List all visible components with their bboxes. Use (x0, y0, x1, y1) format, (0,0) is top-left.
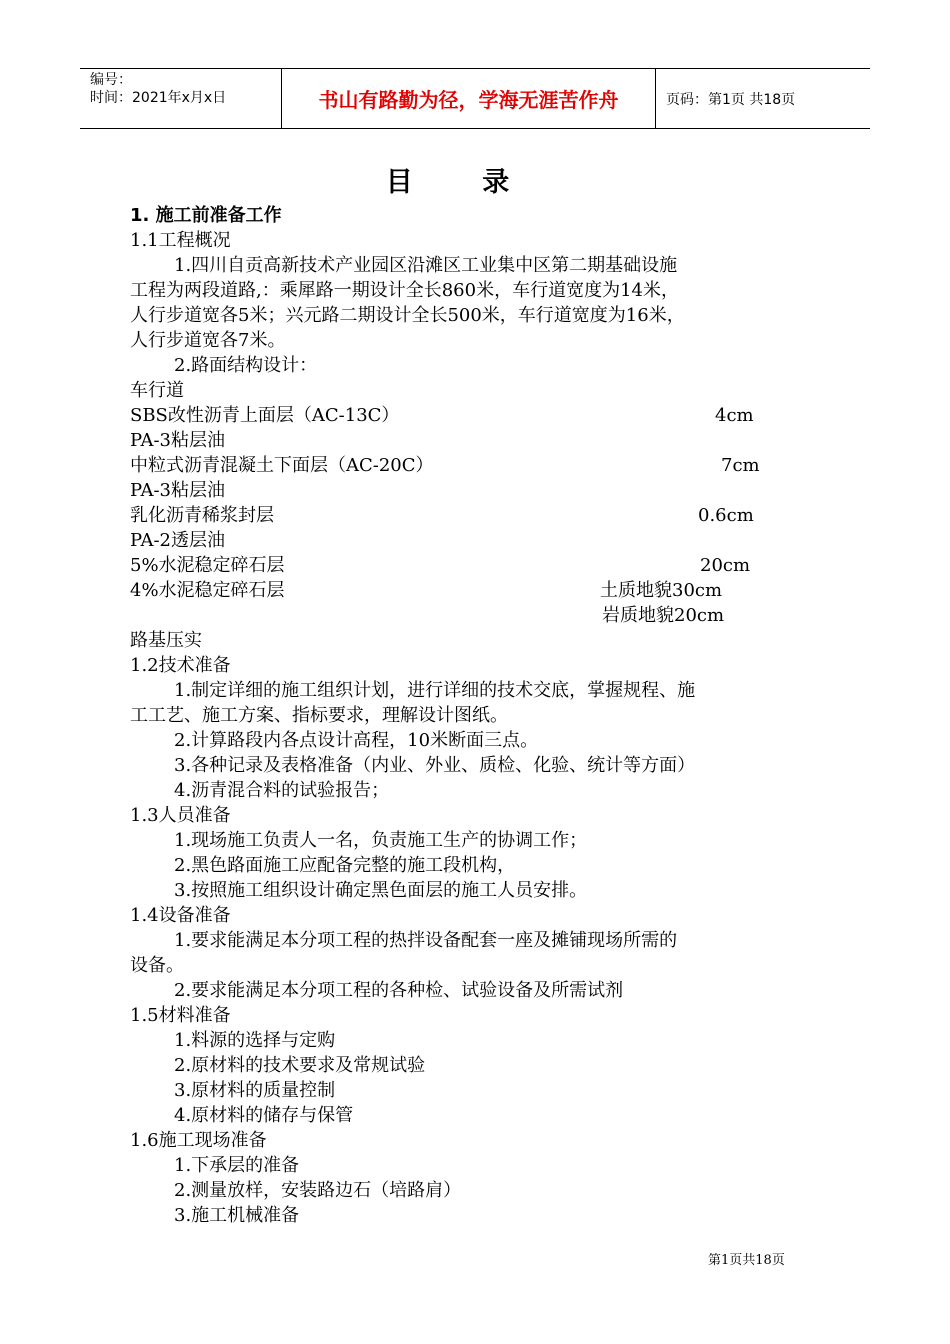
section-heading: 1. 施工前准备工作 (130, 205, 282, 226)
subsection-heading: 1.5材料准备 (130, 1005, 231, 1026)
layer-row (130, 603, 820, 628)
layer-name: 4%水泥稳定碎石层 (130, 580, 285, 601)
page-header (80, 68, 870, 129)
layer-name: PA-3粘层油 (130, 430, 225, 451)
header-motto: 书山有路勤为径，学海无涯苦作舟 (282, 69, 656, 128)
layer-row (130, 478, 820, 503)
header-meta (80, 69, 282, 128)
list-item: 设备。 (130, 955, 184, 976)
page-title: 目 录 (385, 167, 540, 198)
layer-name: SBS改性沥青上面层（AC-13C） (130, 405, 400, 426)
subsection-heading: 1.2技术准备 (130, 655, 231, 676)
header-number: 编号： (90, 72, 132, 88)
document-body (130, 203, 820, 1228)
layer-group-label: 车行道 (130, 380, 184, 401)
list-item: 2.原材料的技术要求及常规试验 (174, 1055, 426, 1076)
list-item: 3.施工机械准备 (174, 1205, 300, 1226)
layer-row (130, 428, 820, 453)
layer-name: 中粒式沥青混凝土下面层（AC-20C） (130, 455, 434, 476)
paragraph-line: 人行步道宽各7米。 (130, 330, 286, 351)
subsection-heading: 1.3人员准备 (130, 805, 231, 826)
layer-name: PA-3粘层油 (130, 480, 225, 501)
list-item: 1.料源的选择与定购 (174, 1030, 336, 1051)
list-item: 工工艺、施工方案、指标要求，理解设计图纸。 (130, 705, 508, 726)
list-item: 2.测量放样，安装路边石（培路肩） (174, 1180, 462, 1201)
layer-thickness: 岩质地貌20cm (602, 605, 725, 626)
layer-row (130, 578, 820, 603)
layer-row (130, 503, 820, 528)
layer-name: 乳化沥青稀浆封层 (130, 505, 274, 526)
list-item: 2.要求能满足本分项工程的各种检、试验设备及所需试剂 (174, 980, 624, 1001)
layer-row (130, 528, 820, 553)
list-item: 2.黑色路面施工应配备完整的施工段机构， (174, 855, 516, 876)
layer-thickness: 20cm (700, 555, 751, 576)
layer-thickness: 7cm (721, 455, 760, 476)
list-item: 1.制定详细的施工组织计划，进行详细的技术交底，掌握规程、施 (174, 680, 696, 701)
list-item: 4.原材料的储存与保管 (174, 1105, 354, 1126)
layer-name: PA-2透层油 (130, 530, 225, 551)
paragraph-line: 2.路面结构设计： (174, 355, 318, 376)
list-item: 3.按照施工组织设计确定黑色面层的施工人员安排。 (174, 880, 588, 901)
list-item: 1.要求能满足本分项工程的热拌设备配套一座及摊铺现场所需的 (174, 930, 678, 951)
list-item: 1.下承层的准备 (174, 1155, 300, 1176)
list-item: 1.现场施工负责人一名，负责施工生产的协调工作； (174, 830, 588, 851)
list-item: 4.沥青混合料的试验报告； (174, 780, 390, 801)
list-item: 2.计算路段内各点设计高程，10米断面三点。 (174, 730, 539, 751)
layer-thickness: 0.6cm (698, 505, 754, 526)
paragraph-line: 人行步道宽各5米；兴元路二期设计全长500米，车行道宽度为16米， (130, 305, 685, 326)
list-item: 3.原材料的质量控制 (174, 1080, 336, 1101)
layer-name: 5%水泥稳定碎石层 (130, 555, 285, 576)
header-page: 页码：第1页 共18页 (666, 91, 796, 108)
layer-thickness: 4cm (715, 405, 754, 426)
paragraph-line: 1.四川自贡高新技术产业园区沿滩区工业集中区第二期基础设施 (174, 255, 678, 276)
layer-row (130, 553, 820, 578)
list-item: 3.各种记录及表格准备（内业、外业、质检、化验、统计等方面） (174, 755, 696, 776)
subsection-heading: 1.6施工现场准备 (130, 1130, 267, 1151)
subsection-heading: 1.1工程概况 (130, 230, 231, 251)
paragraph-line: 工程为两段道路,：乘犀路一期设计全长860米，车行道宽度为14米， (130, 280, 679, 301)
subsection-heading: 1.4设备准备 (130, 905, 231, 926)
paragraph-line: 路基压实 (130, 630, 202, 651)
page-footer: 第1页共18页 (708, 1253, 785, 1268)
layer-row (130, 403, 820, 428)
header-date: 时间：2021年x月x日 (90, 90, 227, 106)
layer-thickness: 土质地貌30cm (600, 580, 723, 601)
layer-row (130, 453, 820, 478)
